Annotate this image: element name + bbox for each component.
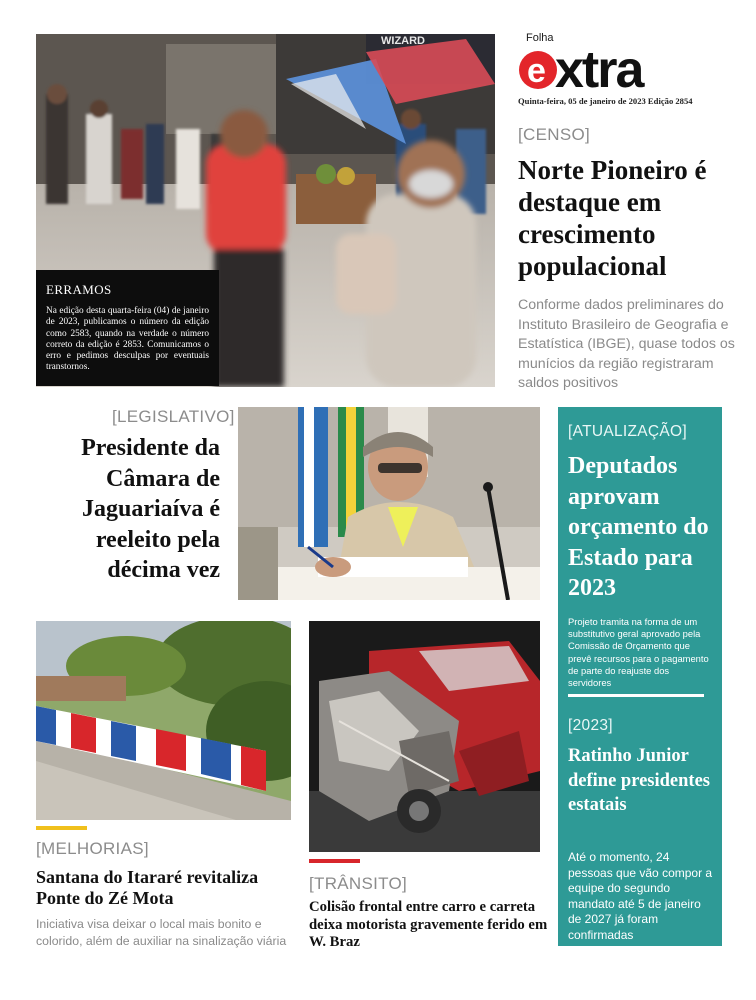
melhorias-headline[interactable]: Santana do Itararé revitaliza Ponte do Zé Mota (36, 867, 259, 908)
legislativo-kicker: [LEGISLATIVO] (112, 407, 235, 426)
logo-e-letter: e (527, 52, 546, 90)
y2023-kicker: [2023] (568, 717, 613, 734)
melhorias-kicker: [MELHORIAS] (36, 839, 149, 858)
melhorias-photo (36, 621, 291, 820)
y2023-headline[interactable]: Ratinho Junior define presidentes estatais (568, 746, 711, 815)
erramos-text: Na edição desta quarta-feira (04) de janeiro de 2023, publicamos o número da edição como 2583, quando na verdade o número correto da edição é 2853. Comunicamos o erro e pedimos desculpas por eventuais transtornos. (46, 306, 209, 373)
legislativo-photo (238, 407, 540, 600)
censo-dek: Conforme dados preliminares do Instituto Brasileiro de Geografia e Estatística (IBGE), quase todos os munícios da região registraram saldos positivos (518, 297, 735, 392)
edition-date: Quinta-feira, 05 de janeiro de 2023 Edição 2854 (518, 96, 693, 106)
erramos-box (36, 270, 219, 386)
sidebar-box (558, 407, 722, 946)
censo-headline[interactable]: Norte Pioneiro é destaque em crescimento populacional (518, 155, 707, 281)
melhorias-dek: Iniciativa visa deixar o local mais bonito e colorido, além de auxiliar na sinalização viária (36, 917, 287, 948)
censo-kicker: [CENSO] (518, 125, 591, 144)
atualizacao-kicker: [ATUALIZAÇÃO] (568, 423, 688, 440)
extra-logo[interactable] (516, 30, 698, 94)
sidebar-divider (568, 694, 704, 697)
logo-folha-text: Folha (526, 32, 554, 44)
svg-text:WIZARD: WIZARD (381, 35, 425, 47)
atualizacao-dek: Projeto tramita na forma de um substitutivo geral aprovado pela Comissão de Orçamento que prevê recursos para o pagamento de parte do reajuste dos servidores (568, 616, 709, 689)
transito-headline[interactable]: Colisão frontal entre carro e carreta deixa motorista gravemente ferido em W. Braz (309, 899, 548, 950)
transito-kicker: [TRÂNSITO] (309, 874, 408, 893)
transito-photo (309, 621, 540, 852)
atualizacao-headline[interactable]: Deputados aprovam orçamento do Estado para 2023 (568, 453, 709, 601)
transito-accent-bar (309, 859, 360, 863)
logo-xtra-text: xtra (555, 41, 643, 94)
legislativo-headline[interactable]: Presidente da Câmara de Jaguariaíva é reeleito pela décima vez (81, 435, 220, 583)
erramos-title: ERRAMOS (46, 282, 112, 297)
melhorias-accent-bar (36, 826, 87, 830)
y2023-dek: Até o momento, 24 pessoas que vão compor a equipe do segundo mandato até 5 de janeiro de 2027 já foram confirmadas (568, 850, 713, 942)
